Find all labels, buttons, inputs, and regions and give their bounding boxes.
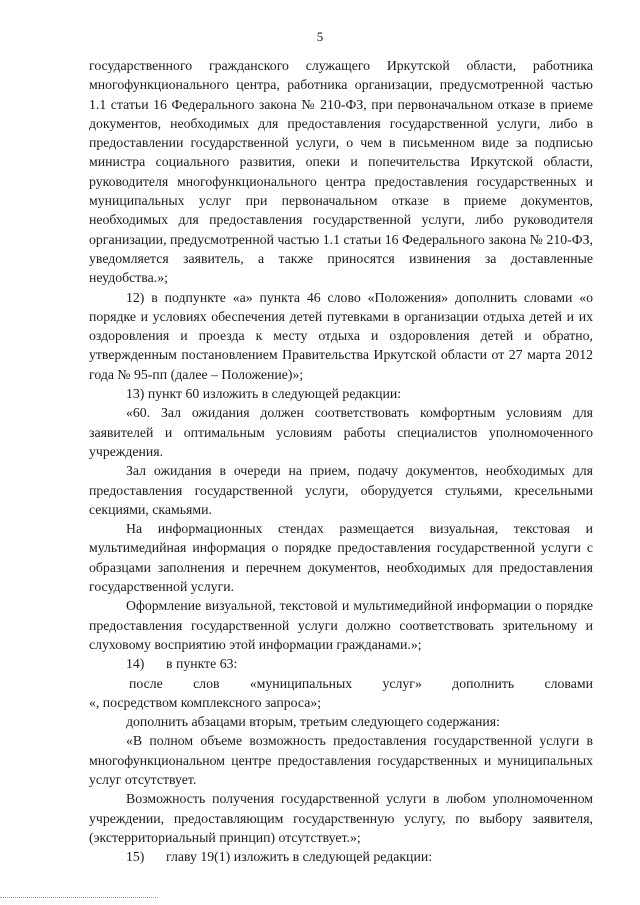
paragraph-extraterritorial: Возможность получения государственной услуги в любом уполномоченном учреждении, предоставляющим государственную услугу, по выбору заявителя, (экстерриториальный принцип) отсутствует.»; — [89, 791, 593, 845]
paragraph-quote-60: «60. Зал ожидания должен соответствовать комфортным условиям для заявителей и оптимальным условиям работы специалистов уполномоченного учреждения. — [89, 405, 593, 459]
document-body — [89, 56, 593, 866]
paragraph-info-stands: На информационных стендах размещается визуальная, текстовая и мультимедийная информация о порядке предоставления государственной услуги с образцами заполнения и перечнем документов, необходимых для предоставления государственной услуги. — [89, 521, 593, 595]
paragraph-continuation: государственного гражданского служащего Иркутской области, работника многофункционального центра, работника организации, предусмотренной частью 1.1 статьи 16 Федерального закона № 210-ФЗ, при первоначальном отказе в приеме документов, необходимых для предоставления государственной услуги, либо в предоставлении государственной услуги, о чем в письменном виде за подписью министра социального развития, опеки и попечительства Иркутской области, руководителя многофункционального центра предоставления государственных и муниципальных услуг при первоначальном отказе в приеме документов, необходимых для предоставления государственной услуги, либо руководителя организации, предусмотренной частью 1.1 статьи 16 Федерального закона № 210-ФЗ, уведомляется заявитель, а также приносятся извинения за доставленные неудобства.»; — [89, 58, 593, 286]
paragraph-full-volume: «В полном объеме возможность предоставления государственной услуги в многофункциональном центре предоставления государственных и муниципальных услуг отсутствует. — [89, 733, 593, 787]
footer-dotted-rule — [0, 897, 158, 898]
paragraph-waiting-hall: Зал ожидания в очереди на прием, подачу документов, необходимых для предоставления государственной услуги, оборудуется стульями, кресельными секциями, скамьями. — [89, 463, 593, 517]
paragraph-info-design: Оформление визуальной, текстовой и мультимедийной информации о порядке предоставления государственной услуги должно соответствовать зрительному и слуховому восприятию этой информации гражданами.»; — [89, 598, 593, 652]
word: дополнить — [452, 675, 515, 691]
paragraph-item-15 — [89, 847, 593, 866]
word: слов — [193, 675, 220, 691]
paragraph-after-words-rest: «, посредством комплексного запроса»; — [89, 694, 322, 710]
paragraph-add-abzats: дополнить абзацами вторым, третьим следующего содержания: — [126, 714, 500, 730]
page-number: 5 — [316, 29, 324, 44]
paragraph-item-12: 12) в подпункте «а» пункта 46 слово «Положения» дополнить словами «о порядке и условиях обеспечения детей путевками в организации отдыха детей и их оздоровления и проезда к месту отдыха и оздоровления детей и обратно, утвержденным постановлением Правительства Иркутской области от 27 марта 2012 года № 95-пп (далее – Положение)»; — [89, 289, 593, 382]
item-14-number: 14) — [126, 656, 145, 672]
paragraph-item-14 — [89, 654, 593, 673]
item-15-text: главу 19(1) изложить в следующей редакции: — [166, 849, 433, 865]
paragraph-item-13: 13) пункт 60 изложить в следующей редакции: — [126, 386, 402, 402]
word: после — [129, 675, 163, 691]
word: «муниципальных — [249, 675, 353, 691]
item-14-text: в пункте 63: — [166, 656, 238, 672]
paragraph-after-words-line — [89, 674, 593, 693]
item-15-number: 15) — [126, 849, 145, 865]
word: услуг» — [382, 675, 422, 691]
word: словами — [544, 675, 593, 691]
